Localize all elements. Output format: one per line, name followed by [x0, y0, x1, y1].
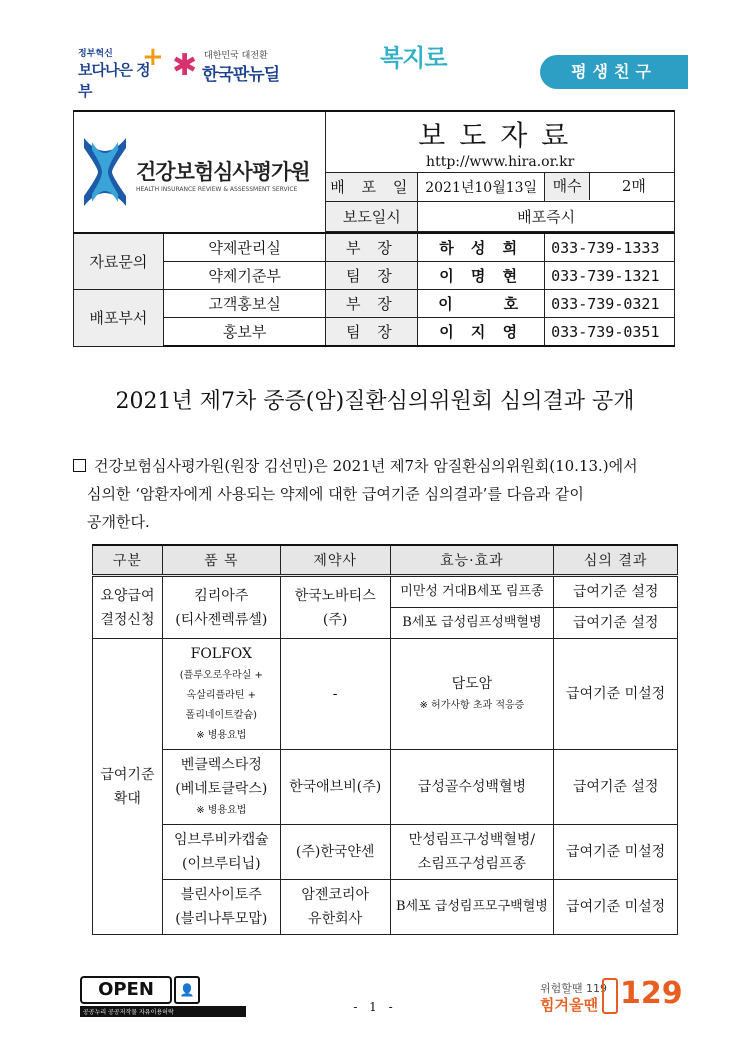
result-cell: 급여기준 미설정	[554, 880, 678, 935]
column-header: 제약사	[280, 545, 390, 576]
para-line-3: 공개한다.	[87, 513, 150, 531]
contact-name: 이 호	[418, 290, 545, 318]
gov-logo-small-text: 정부혁신	[78, 49, 113, 59]
open-license-text: 공공누리 공공저작물 자유이용허락	[80, 1006, 246, 1017]
company-cell: 한국애브비(주)	[280, 750, 390, 825]
contact-name: 이 명 현	[418, 262, 545, 290]
contact-name: 하 성 희	[418, 233, 545, 262]
column-header: 품 목	[162, 545, 280, 576]
gov-logo-main-text: 보다나은 정부	[78, 61, 150, 100]
gov-innovation-logo	[78, 42, 164, 100]
item-name: FOLFOX	[190, 646, 253, 662]
company-cell: 한국노바티스(주)	[280, 576, 390, 639]
contact-role: 팀 장	[326, 318, 418, 347]
hira-logo-icon	[82, 134, 128, 210]
para-line-2: 심의한 ‘암환자에게 사용되는 약제에 대한 급여기준 심의결과’를 다음과 같이	[87, 485, 584, 503]
item-name: 임브루비카캡슐	[173, 832, 269, 848]
contact-role: 팀 장	[326, 262, 418, 290]
item-sub: (플루오로우라실 +	[179, 670, 263, 681]
group-label: 급여기준 확대	[93, 639, 163, 935]
date-label: 배 포 일	[326, 172, 418, 202]
newdeal-main-text: 한국판뉴딜	[202, 65, 280, 85]
company-cell: -	[280, 639, 390, 750]
lifelong-friend-banner: 평생친구	[540, 55, 688, 89]
hira-logo-cell	[74, 111, 326, 233]
contact-dept: 약제관리실	[163, 233, 326, 262]
phone-icon	[602, 978, 618, 1014]
para-line-1: 건강보험심사평가원(원장 김선민)은 2021년 제7차 암질환심의위원회(10.13.)에서	[94, 457, 638, 475]
org-english-name: HEALTH INSURANCE REVIEW & ASSESSMENT SERVICE	[136, 186, 298, 193]
hotline-main-text: 힘겨울땐	[540, 996, 598, 1014]
release-label: 보도일시	[326, 202, 418, 232]
contact-role: 부 장	[326, 233, 418, 262]
plus-icon: +	[142, 42, 164, 72]
attribution-icon: 👤	[174, 976, 200, 1004]
distribution-label: 배포부서	[74, 290, 164, 347]
item-ingredient: (티사젠렉류셀)	[175, 611, 268, 628]
item-ingredient: (베네토클락스)	[175, 781, 268, 797]
item-cell	[162, 639, 280, 750]
contact-dept: 홍보부	[163, 318, 326, 347]
contact-phone: 033-739-1321	[545, 262, 675, 290]
page-number: - 1 -	[353, 1000, 397, 1014]
item-name: 블린사이토주	[180, 887, 262, 903]
website-url: http://www.hira.or.kr	[426, 153, 575, 170]
item-cell	[162, 825, 280, 880]
column-header: 구분	[93, 545, 163, 576]
effect-cell: B세포 급성림프모구백혈병	[390, 880, 554, 935]
result-cell: 급여기준 설정	[554, 576, 678, 608]
press-release-title: 보도자료	[418, 118, 583, 152]
contact-dept: 약제기준부	[163, 262, 326, 290]
effect-cell: B세포 급성림프성백혈병	[390, 608, 554, 639]
item-cell	[162, 576, 280, 639]
org-name: 건강보험심사평가원	[136, 160, 310, 184]
result-cell: 급여기준 미설정	[554, 825, 678, 880]
review-results-table	[92, 544, 678, 935]
item-ingredient: (이브루티닙)	[182, 856, 261, 872]
company-cell: (주)한국얀센	[280, 825, 390, 880]
newdeal-mark-icon: ✱	[172, 48, 198, 83]
result-cell: 급여기준 설정	[554, 608, 678, 639]
result-cell: 급여기준 설정	[554, 750, 678, 825]
company-cell: 암젠코리아 유한회사	[280, 880, 390, 935]
effect-note: ※ 허가사항 초과 적응증	[419, 700, 525, 711]
hotline-number: 129	[620, 976, 683, 1011]
headline: 2021년 제7차 중증(암)질환심의위원회 심의결과 공개	[115, 389, 635, 414]
newdeal-small-text: 대한민국 대전환	[204, 51, 268, 61]
column-header: 심의 결과	[554, 545, 678, 576]
pages-value: 2매	[621, 177, 646, 196]
item-note: ※ 병용요법	[196, 805, 247, 816]
open-label: OPEN	[80, 976, 172, 1004]
contact-label: 자료문의	[74, 233, 164, 290]
release-value: 배포즉시	[418, 202, 675, 232]
item-name: 벤클렉스타정	[180, 757, 262, 773]
bokjiro-logo: 복지로	[380, 44, 447, 72]
contact-name: 이 지 영	[418, 318, 545, 347]
effect-cell: 만성림프구성백혈병/ 소림프구성림프종	[390, 825, 554, 880]
effect-cell: 급성골수성백혈병	[390, 750, 554, 825]
contact-phone: 033-739-1333	[545, 233, 675, 262]
date-pages-cell	[418, 172, 545, 202]
column-header: 효능·효과	[390, 545, 554, 576]
intro-paragraph	[73, 452, 683, 536]
title-cell	[326, 111, 675, 172]
item-sub: 폴리네이트칼슘)	[185, 710, 258, 721]
hotline-logo	[540, 976, 690, 1016]
hotline-small-text: 위험할땐 119	[540, 982, 607, 995]
item-name: 킴리아주	[194, 587, 249, 604]
pages-label: 매수	[545, 173, 590, 200]
contact-phone: 033-739-0321	[545, 290, 675, 318]
contact-role: 부 장	[326, 290, 418, 318]
effect-cell	[390, 639, 554, 750]
korean-new-deal-logo	[172, 46, 322, 86]
effect-text: 담도암	[451, 676, 493, 692]
contact-phone: 033-739-0351	[545, 318, 675, 347]
date-value: 2021년10월13일	[425, 179, 538, 196]
result-cell: 급여기준 미설정	[554, 639, 678, 750]
group-label: 요양급여 결정신청	[93, 576, 163, 639]
contact-dept: 고객홍보실	[163, 290, 326, 318]
checkbox-bullet-icon	[73, 459, 86, 472]
item-note: ※ 병용요법	[196, 730, 247, 741]
press-release-header-table	[73, 110, 675, 347]
effect-cell: 미만성 거대B세포 림프종	[390, 576, 554, 608]
item-cell	[162, 750, 280, 825]
item-ingredient: (블리나투모맙)	[175, 911, 268, 927]
item-cell	[162, 880, 280, 935]
item-sub: 옥살리플라틴 +	[186, 690, 257, 701]
